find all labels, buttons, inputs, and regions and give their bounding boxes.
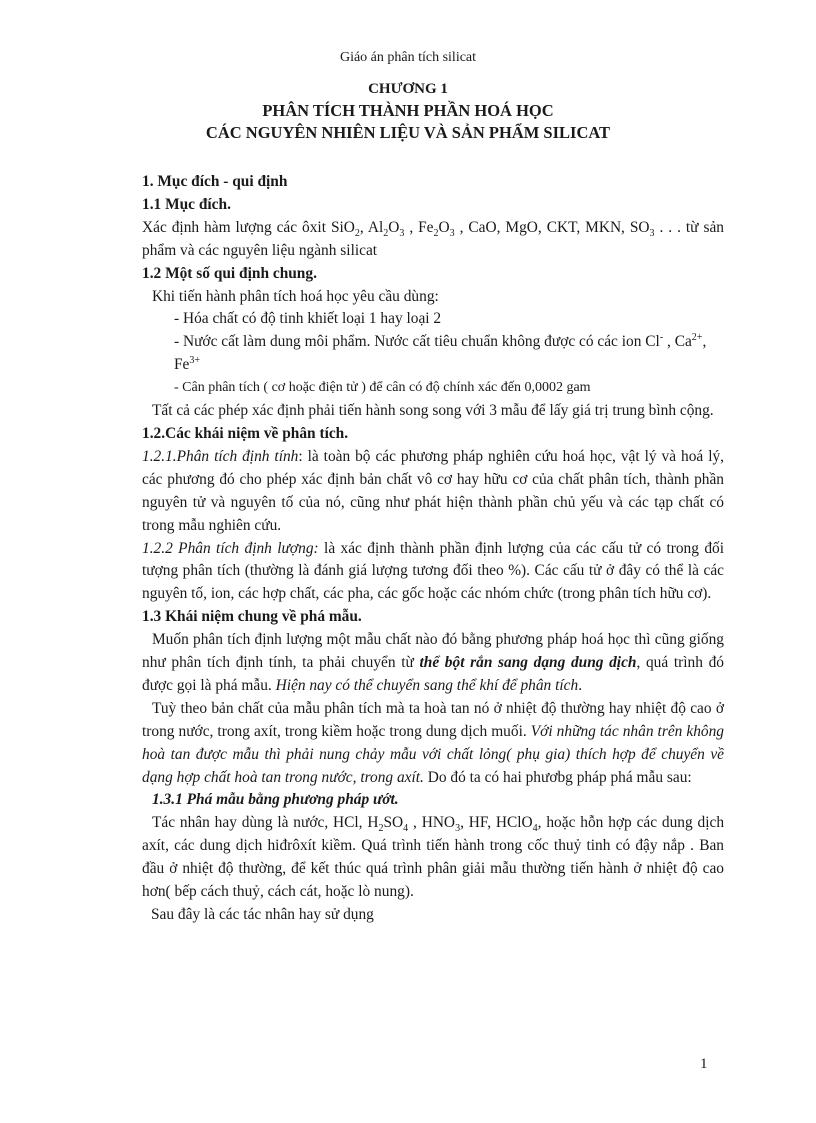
- definition-qualitative: 1.2.1.Phân tích định tính: là toàn bộ các phương pháp nghiên cứu hoá học, vật lý và hoá lý, các phương đó cho phép xác định bản chất vô cơ hay hữu cơ của chất phân tích, thành phần nguyên tử và nguyên tố của nó, cũng như phát hiện thành phần chủ yếu và các tạp chất có trong mẫu nghiên cứu.: [142, 447, 725, 534]
- section-1-2-intro: Khi tiến hành phân tích hoá học yêu cầu dùng:: [152, 287, 439, 305]
- chapter-title-line2: CÁC NGUYÊN NHIÊN LIỆU VÀ SẢN PHẨM SILICAT: [205, 123, 611, 142]
- definition-quantitative: 1.2.2 Phân tích định lượng: là xác định thành phần định lượng của các cấu tử có trong đối tượng phân tích (thường là đánh giá lượng tương đối theo %). Các cấu tử ở đây có thể là các nguyên tố, ion, các hợp chất, các pha, các gốc hoặc các nhóm chức (trong phân tích hữu cơ).: [142, 539, 724, 603]
- section-1-3-1-heading: 1.3.1 Phá mẫu bằng phương pháp ướt.: [152, 791, 399, 809]
- section-1-2-heading: 1.2 Một số qui định chung.: [142, 264, 317, 282]
- section-1-2-conclusion: Tất cả các phép xác định phải tiến hành song song với 3 mẫu để lấy giá trị trung bình cộng.: [152, 402, 714, 420]
- section-1-1-heading: 1.1 Mục đích.: [142, 195, 231, 213]
- section-1-1-paragraph: Xác định hàm lượng các ôxit SiO$_2$, $Al_2O_3$ , $Fe_2O_3$ , CaO, MgO, CKT, MKN, $SO_3$ . . . từ sản phẩm và các nguyên liệu ngành silicat: [142, 218, 724, 259]
- closing-line: Sau đây là các tác nhân hay sử dụng: [151, 906, 374, 923]
- page-number: 1: [700, 1056, 708, 1072]
- section-1-3-paragraph-2: Tuỳ theo bản chất của mẫu phân tích mà ta hoà tan nó ở nhiệt độ thường hay nhiệt độ cao ở trong nước, trong axít, trong kiềm hoặc trong dung dịch muối. Với những tác nhân trên không hoà tan được mẫu thì phải nung chảy mẫu với chất lỏng( phụ gia) thích hợp để chuyển về dạng hợp chất hoà tan trong nước, trong axít. Do đó ta có hai phươbg pháp phá mẫu sau:: [142, 699, 724, 786]
- requirement-item-3: - Cân phân tích ( cơ hoặc điện tử ) để cân có độ chính xác đến 0,0002 gam: [174, 380, 591, 396]
- section-1-2b-heading: 1.2.Các khái niệm về phân tích.: [142, 424, 349, 442]
- chapter-title-line1: PHÂN TÍCH THÀNH PHẦN HOÁ HỌC: [262, 101, 554, 120]
- section-1-3-paragraph-1: Muốn phân tích định lượng một mẫu chất nào đó bằng phương pháp hoá học thì cũng giống như phân tích định tính, ta phải chuyển từ thể bột rắn sang dạng dung dịch, quá trình đó được gọi là phá mẫu. Hiện nay có thể chuyển sang thể khí để phân tích.: [142, 631, 724, 694]
- chapter-title-block: [0, 78, 816, 144]
- section-1-3-heading: 1.3 Khái niệm chung về phá mẫu.: [142, 608, 362, 626]
- section-1-heading: 1. Mục đích - qui định: [142, 173, 288, 190]
- chapter-label: CHƯƠNG 1: [368, 81, 448, 97]
- page-header: Giáo án phân tích silicat: [339, 50, 477, 65]
- document-body: [142, 171, 724, 927]
- requirement-item-2: - Nước cất làm dung môi phẩm. Nước cất tiêu chuẩn không được có các ion Cl- , $Ca^{2+}$, $Fe^{3+}$: [174, 332, 707, 374]
- section-1-3-1-paragraph: Tác nhân hay dùng là nước, HCl, $H_2SO_4$ , $HNO_3$, HF, HClO$_4$, hoặc hỗn hợp các dung dịch axít, các dung dịch hiđrôxít kiềm. Quá trình tiến hành trong cốc thuỷ tinh có đậy nắp . Ban đầu ở nhiệt độ thường, để kết thúc quá trình phân giải mẫu thường tiến hành ở nhiệt độ cao hơn( bếp cách thuỷ, cách cát, hoặc lò nung).: [142, 814, 725, 901]
- requirement-item-1: - Hóa chất có độ tinh khiết loại 1 hay loại 2: [174, 310, 442, 328]
